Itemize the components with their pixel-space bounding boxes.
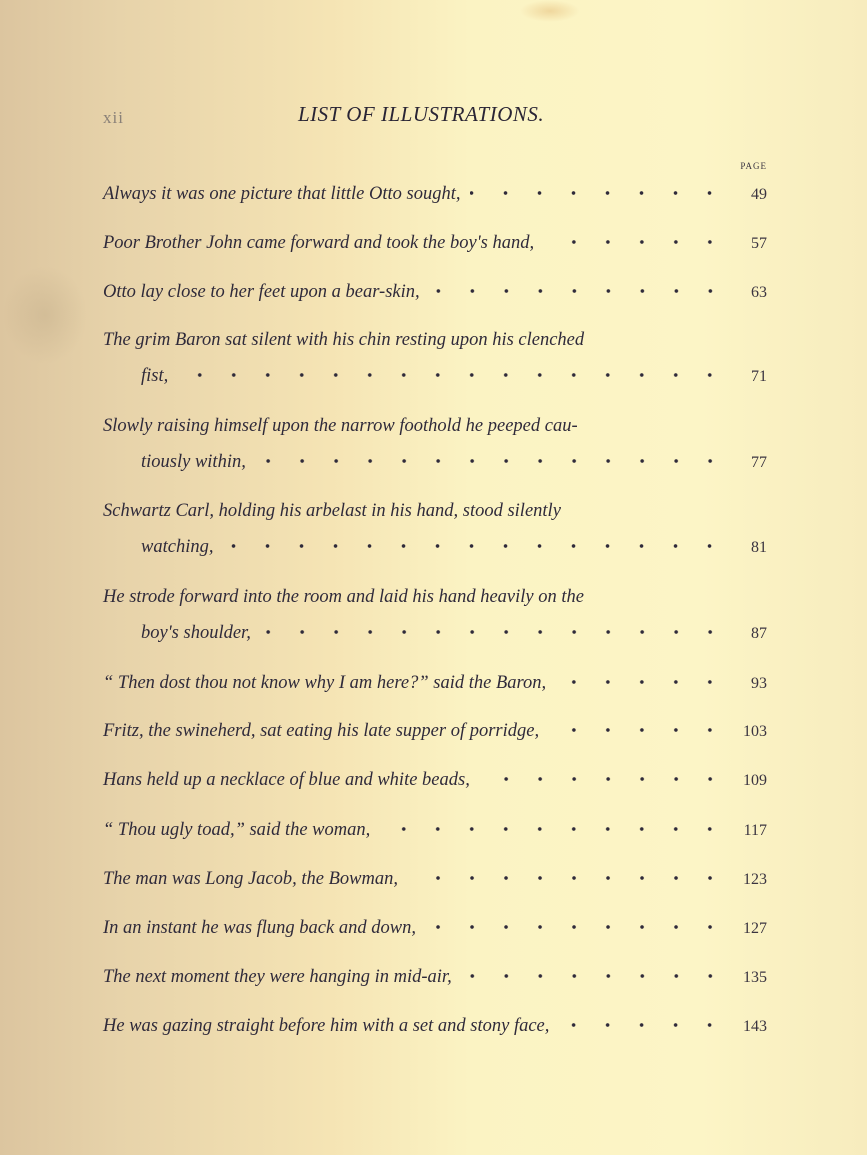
page-folio: xii — [103, 108, 124, 127]
entry-page: 143 — [743, 1018, 767, 1035]
entry-caption: Fritz, the swineherd, sat eating his late supper of porridge, — [103, 721, 540, 741]
dot-leader — [223, 543, 727, 549]
dot-leader — [462, 973, 727, 979]
dot-leader — [559, 1022, 727, 1028]
entry-page: 81 — [751, 539, 767, 556]
entry-page: 117 — [743, 822, 767, 839]
list-item — [103, 918, 767, 946]
entry-caption: The next moment they were hanging in mid-air, — [103, 967, 452, 987]
dot-leader — [178, 372, 727, 378]
page-title: LIST OF ILLUSTRATIONS. — [298, 102, 545, 126]
entry-caption: The man was Long Jacob, the Bowman, — [103, 869, 398, 889]
entry-caption-cont: boy's shoulder, — [141, 623, 251, 643]
list-item — [103, 416, 767, 480]
list-item — [103, 967, 767, 995]
list-item — [103, 233, 767, 261]
entry-page: 109 — [743, 772, 767, 789]
dot-leader — [549, 727, 727, 733]
dot-leader — [556, 679, 727, 685]
dot-leader — [256, 458, 727, 464]
list-item — [103, 869, 767, 897]
entry-caption: He was gazing straight before him with a set and stony face, — [103, 1016, 550, 1036]
entry-page: 57 — [751, 235, 767, 252]
dot-leader — [408, 875, 727, 881]
entry-caption: Schwartz Carl, holding his arbelast in his hand, stood silently — [103, 501, 561, 521]
dot-leader — [380, 826, 727, 832]
entry-page: 103 — [743, 723, 767, 740]
list-item — [103, 330, 767, 394]
entry-page: 135 — [743, 969, 767, 986]
list-item — [103, 1016, 767, 1044]
list-item — [103, 721, 767, 749]
entry-page: 63 — [751, 284, 767, 301]
list-item — [103, 820, 767, 848]
entry-page: 49 — [751, 186, 767, 203]
entry-caption-cont: watching, — [141, 537, 214, 557]
dot-leader — [426, 924, 727, 930]
entry-caption: “ Thou ugly toad,” said the woman, — [103, 820, 371, 840]
dot-leader — [261, 629, 727, 635]
entry-caption: Hans held up a necklace of blue and white beads, — [103, 770, 470, 790]
entry-page: 93 — [751, 675, 767, 692]
list-item — [103, 770, 767, 798]
entry-page: 71 — [751, 368, 767, 385]
list-item — [103, 184, 767, 212]
entry-caption: He strode forward into the room and laid his hand heavily on the — [103, 587, 584, 607]
dot-leader — [544, 239, 727, 245]
list-item — [103, 673, 767, 701]
dot-leader — [470, 190, 727, 196]
entry-caption: Always it was one picture that little Otto sought, — [103, 184, 461, 204]
page-header — [0, 100, 867, 130]
list-item — [103, 587, 767, 651]
entry-page: 127 — [743, 920, 767, 937]
paper-stain — [520, 0, 580, 22]
page-column-label: PAGE — [740, 161, 767, 171]
entry-caption-cont: fist, — [141, 366, 169, 386]
entry-caption-cont: tiously within, — [141, 452, 246, 472]
entry-caption: Slowly raising himself upon the narrow foothold he peeped cau- — [103, 416, 578, 436]
dot-leader — [480, 776, 727, 782]
entry-caption: Poor Brother John came forward and took the boy's hand, — [103, 233, 535, 253]
entry-page: 123 — [743, 871, 767, 888]
entry-page: 77 — [751, 454, 767, 471]
entry-caption: In an instant he was flung back and down, — [103, 918, 416, 938]
dot-leader — [430, 288, 727, 294]
list-item — [103, 282, 767, 310]
entry-caption: Otto lay close to her feet upon a bear-skin, — [103, 282, 420, 302]
entry-caption: “ Then dost thou not know why I am here?” said the Baron, — [103, 673, 547, 693]
entry-caption: The grim Baron sat silent with his chin resting upon his clenched — [103, 330, 585, 350]
entry-page: 87 — [751, 625, 767, 642]
list-item — [103, 501, 767, 565]
